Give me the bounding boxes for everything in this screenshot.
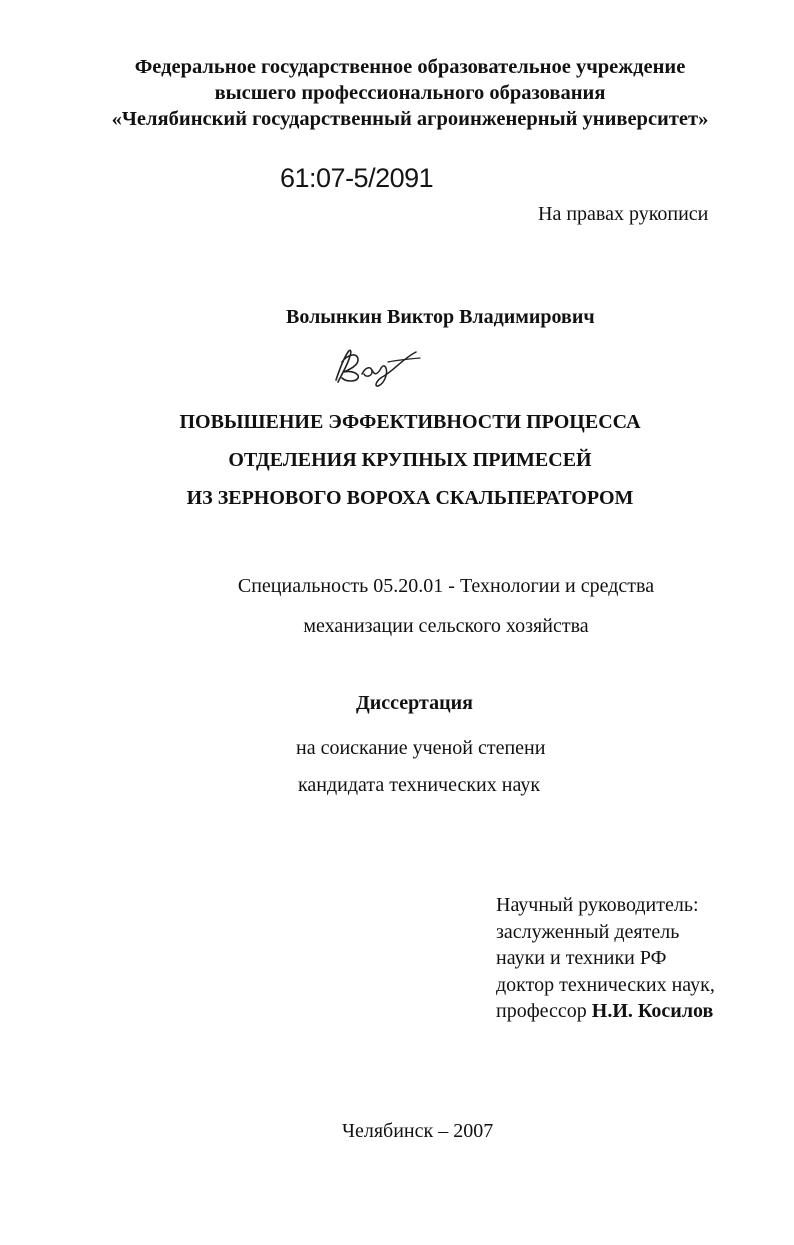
dissertation-title (80, 403, 740, 517)
degree-line-1: на соискание ученой степени (296, 737, 546, 759)
institution-header (60, 54, 760, 132)
city-year: Челябинск – 2007 (342, 1120, 494, 1142)
title-line-2: ОТДЕЛЕНИЯ КРУПНЫХ ПРИМЕСЕЙ (228, 449, 592, 471)
specialty-line-2: механизации сельского хозяйства (303, 615, 589, 637)
supervisor-line-1: Научный руководитель: (496, 894, 699, 916)
rights-note: На правах рукописи (538, 203, 709, 225)
author-name: Волынкин Виктор Владимирович (286, 306, 595, 328)
dissertation-label: Диссертация (356, 692, 473, 714)
supervisor-line-2: заслуженный деятель (496, 920, 680, 943)
supervisor-block (496, 892, 715, 1025)
supervisor-line-3: науки и техники РФ (496, 947, 667, 969)
supervisor-title-prefix: профессор (496, 1000, 587, 1022)
supervisor-line-5 (496, 998, 715, 1025)
specialty-line-1: Специальность 05.20.01 - Технологии и средства (237, 575, 655, 597)
title-line-3: ИЗ ЗЕРНОВОГО ВОРОХА СКАЛЬПЕРАТОРОМ (186, 487, 634, 509)
institution-line-3: «Челябинский государственный агроинженерный университет» (111, 108, 709, 130)
supervisor-name: Н.И. Косилов (591, 1000, 714, 1022)
institution-line-2: высшего профессионального образования (214, 82, 606, 104)
degree-line-2: кандидата технических наук (298, 774, 541, 796)
supervisor-line-4: доктор технических наук, (496, 973, 715, 996)
degree-block (296, 730, 545, 804)
institution-line-1: Федеральное государственное образовательное учреждение (134, 56, 686, 78)
signature-icon (328, 340, 428, 390)
specialty-block (206, 566, 686, 646)
catalog-number-stamp: 61:07-5/2091 (280, 163, 434, 193)
title-line-1: ПОВЫШЕНИЕ ЭФФЕКТИВНОСТИ ПРОЦЕССА (179, 411, 641, 433)
